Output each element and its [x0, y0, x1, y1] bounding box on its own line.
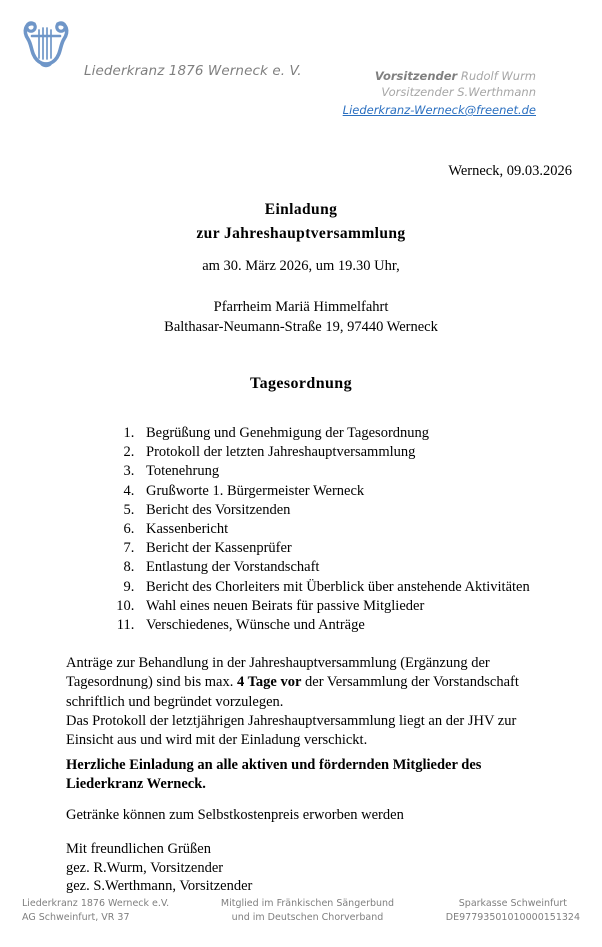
- list-item: 1. Begrüßung und Genehmigung der Tagesordnung: [138, 424, 568, 443]
- protocol-paragraph: Das Protokoll der letztjährigen Jahreshauptversammlung liegt an der JHV zur Einsicht aus und wird mit der Einladung verschickt.: [66, 713, 517, 749]
- list-item: 3. Totenehrung: [138, 462, 568, 481]
- chair-primary-name: Rudolf Wurm: [457, 69, 536, 83]
- list-item: 9. Bericht des Chorleiters mit Überblick über anstehende Aktivitäten: [138, 578, 568, 597]
- list-item: 10. Wahl eines neuen Beirats für passive Mitglieder: [138, 597, 568, 616]
- motions-paragraph: [66, 654, 544, 712]
- dateline: Werneck, 09.03.2026: [448, 163, 572, 179]
- list-item: 7. Bericht der Kassenprüfer: [138, 539, 568, 558]
- organization-name: Liederkranz 1876 Werneck e. V.: [84, 63, 302, 79]
- venue-address: Balthasar-Neumann-Straße 19, 97440 Werneck: [164, 319, 438, 335]
- drinks-paragraph: Getränke können zum Selbstkostenpreis erworben werden: [66, 807, 404, 823]
- chair-secondary: Vorsitzender S.Werthmann: [381, 85, 536, 99]
- footer-iban: DE97793501010000151324: [445, 912, 580, 923]
- footer-bank-details: [446, 897, 580, 925]
- invitation-title: [0, 198, 602, 246]
- contact-block: [343, 68, 536, 118]
- email-link[interactable]: Liederkranz-Werneck@freenet.de: [342, 103, 536, 117]
- footer-memberships: [221, 897, 394, 925]
- invitation-emphasis-paragraph: Herzliche Einladung an alle aktiven und fördernden Mitglieder des Liederkranz Werneck.: [66, 757, 482, 793]
- signature-chair-2: gez. S.Werthmann, Vorsitzender: [66, 878, 253, 895]
- closing-block: [66, 840, 544, 896]
- motions-text-part-2: der Versammlung der Vorstandschaft schriftlich und begründet vorzulegen.: [66, 674, 519, 710]
- title-line-2: zur Jahreshauptversammlung: [196, 225, 406, 242]
- footer-bank-name: Sparkasse Schweinfurt: [458, 898, 568, 909]
- list-item: 8. Entlastung der Vorstandschaft: [138, 558, 568, 577]
- lyre-icon: [18, 12, 74, 72]
- meeting-venue: [0, 297, 602, 337]
- title-line-1: Einladung: [264, 201, 338, 218]
- chair-role-label: Vorsitzender: [374, 69, 458, 83]
- list-item: 4. Grußworte 1. Bürgermeister Werneck: [138, 482, 568, 501]
- page-footer: [0, 897, 602, 937]
- meeting-datetime: am 30. März 2026, um 19.30 Uhr,: [202, 258, 400, 274]
- venue-name: Pfarrheim Mariä Himmelfahrt: [213, 299, 389, 315]
- motions-text-part-1: Anträge zur Behandlung in der Jahreshauptversammlung (Ergänzung der Tagesordnung) sind bis max.: [66, 655, 490, 691]
- signature-chair-1: gez. R.Wurm, Vorsitzender: [66, 859, 224, 876]
- closing-greeting: Mit freundlichen Grüßen: [66, 841, 211, 857]
- list-item: 11. Verschiedenes, Wünsche und Anträge: [138, 616, 568, 635]
- footer-membership-2: und im Deutschen Chorverband: [231, 912, 384, 923]
- footer-org-name: Liederkranz 1876 Werneck e.V.: [22, 898, 170, 909]
- list-item: 2. Protokoll der letzten Jahreshauptversammlung: [138, 443, 568, 462]
- list-item: 6. Kassenbericht: [138, 520, 568, 539]
- list-item: 5. Bericht des Vorsitzenden: [138, 501, 568, 520]
- letterhead: [0, 0, 602, 140]
- footer-membership-1: Mitglied im Fränkischen Sängerbund: [220, 898, 395, 909]
- agenda-heading: Tagesordnung: [249, 375, 353, 392]
- chair-primary: [343, 68, 536, 84]
- footer-registration: [22, 897, 169, 925]
- deadline-emphasis: 4 Tage vor: [236, 674, 302, 691]
- agenda-list: [108, 424, 568, 635]
- footer-register-entry: AG Schweinfurt, VR 37: [22, 912, 130, 923]
